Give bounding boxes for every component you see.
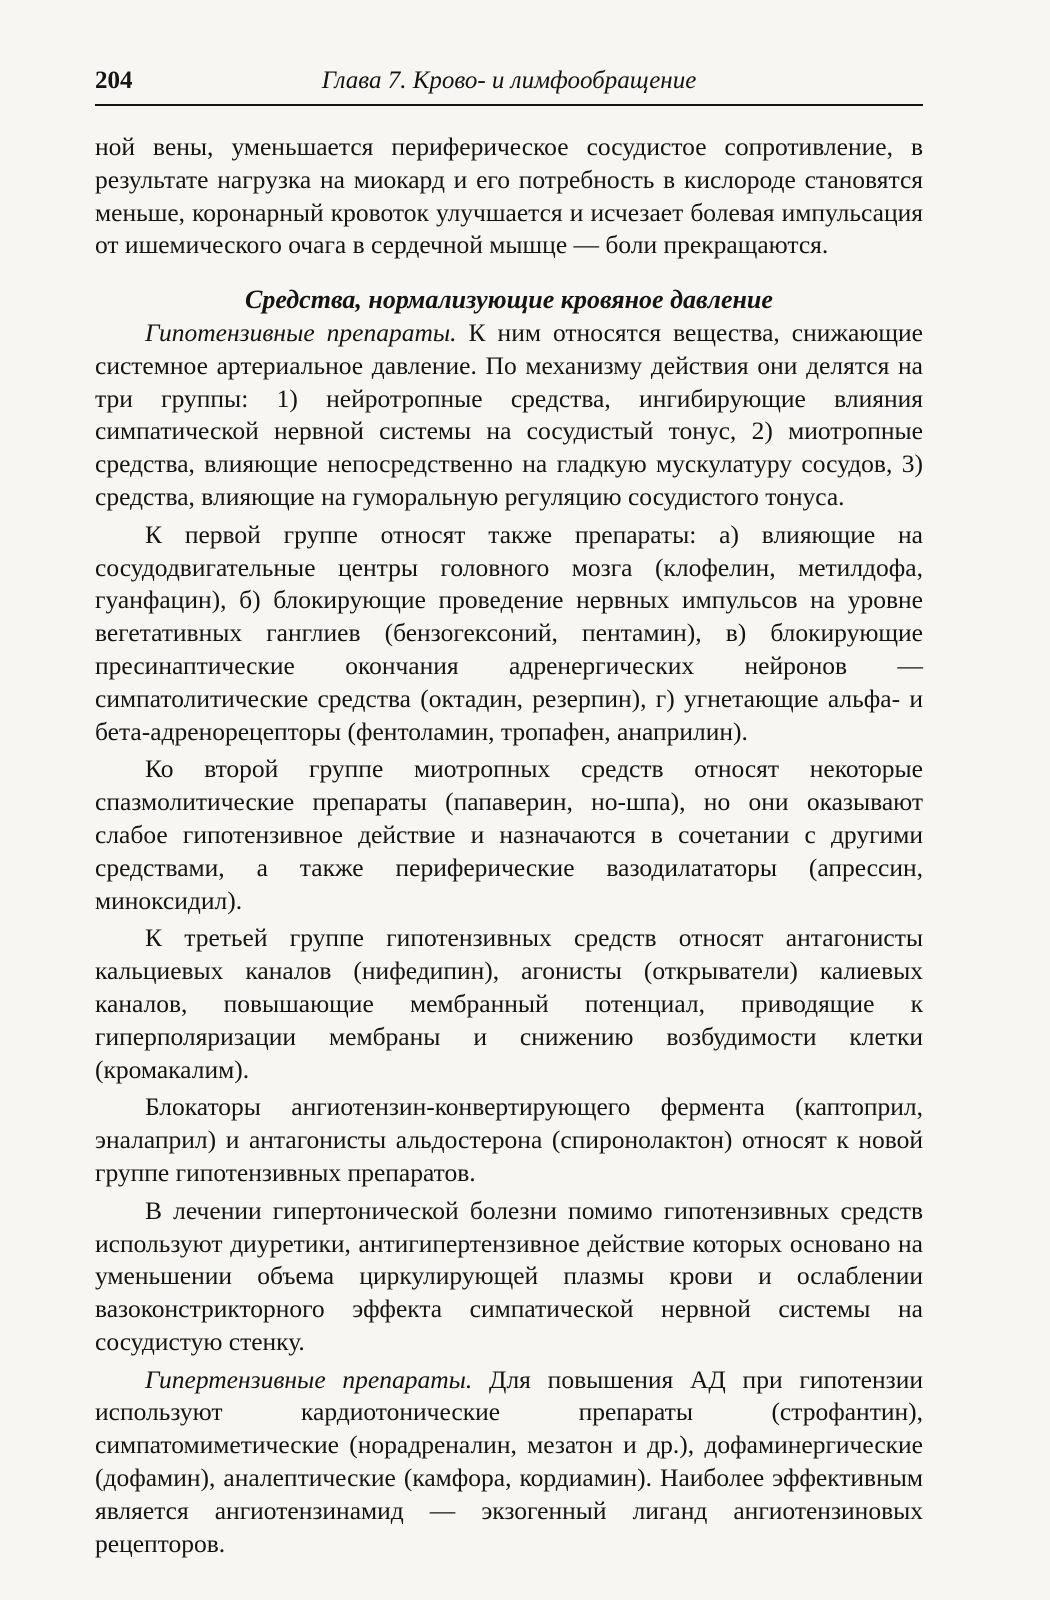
paragraph-second-group: Ко второй группе миотропных средств относят некоторые спазмолитические препараты (папаверин, но-шпа), но они оказывают слабое гипотензивное действие и назначаются в сочетании с другими средствами, а также периферические вазодилататоры (апрессин, миноксидил). xyxy=(95,754,923,915)
paragraph-first-group: К первой группе относят также препараты: а) влияющие на сосудодвигательные центры головного мозга (клофелин, метилдофа, гуанфацин), б) блокирующие проведение нервных импульсов на уровне вегетативных ганглиев (бензогексоний, пентамин), в) блокирующие пресинаптические окончания адренергических нейронов — симпатолитические средства (октадин, резерпин), г) угнетающие альфа- и бета-адренорецепторы (фентоламин, тропафен, анаприлин). xyxy=(95,519,923,746)
paragraph-text-hypertensive: Для повышения АД при гипотензии используют кардиотонические препараты (строфантин), симпатомиметические (норадреналин, мезатон и др.), дофаминергические (дофамин), аналептические (камфора, кордиамин). Наиболее эффективным является ангиотензинамид — экзогенный лиганд ангиотензиновых рецепторов. xyxy=(95,1364,923,1558)
paragraph-lead-hypertensive: Гипертензивные препараты. xyxy=(145,1364,473,1394)
body-text xyxy=(95,131,923,1560)
paragraph-lead-hypotensive: Гипотензивные препараты. xyxy=(145,317,457,347)
paragraph-third-group: К третьей группе гипотензивных средств относят антагонисты кальциевых каналов (нифедипин), агонисты (открыватели) калиевых каналов, повышающие мембранный потенциал, приводящие к гиперполяризации мембраны и снижению возбудимости клетки (кромакалим). xyxy=(95,923,923,1084)
paragraph-ace-blockers: Блокаторы ангиотензин-конвертирующего фермента (каптоприл, эналаприл) и антагонисты альдостерона (спиронолактон) относят к новой группе гипотензивных препаратов. xyxy=(95,1092,923,1187)
running-header xyxy=(95,66,923,106)
paragraph-continued: ной вены, уменьшается периферическое сосудистое сопротивление, в результате нагрузка на миокард и его потребность в кислороде становятся меньше, коронарный кровоток улучшается и исчезает болевая импульсация от ишемического очага в сердечной мышце — боли прекращаются. xyxy=(95,132,923,260)
section-heading: Средства, нормализующие кровяное давление xyxy=(245,285,773,315)
paragraph-hypotensive xyxy=(95,317,923,514)
running-title: Глава 7. Крово- и лимфообращение xyxy=(321,67,697,94)
paragraph-hypertensive xyxy=(95,1364,923,1561)
paragraph-diuretics: В лечении гипертонической болезни помимо гипотензивных средств используют диуретики, антигипертензивное действие которых основано на уменьшении объема циркулирующей плазмы крови и ослаблении вазоконстрикторного эффекта симпатической нервной системы на сосудистую стенку. xyxy=(95,1195,923,1356)
page-number: 204 xyxy=(95,67,133,94)
paragraph-text-hypotensive: К ним относятся вещества, снижающие системное артериальное давление. По механизму действия они делятся на три группы: 1) нейротропные средства, ингибирующие влияния симпатической нервной системы на сосудистый тонус, 2) миотропные средства, влияющие непосредственно на гладкую мускулатуру сосудов, 3) средства, влияющие на гуморальную регуляцию сосудистого тонуса. xyxy=(95,317,923,511)
